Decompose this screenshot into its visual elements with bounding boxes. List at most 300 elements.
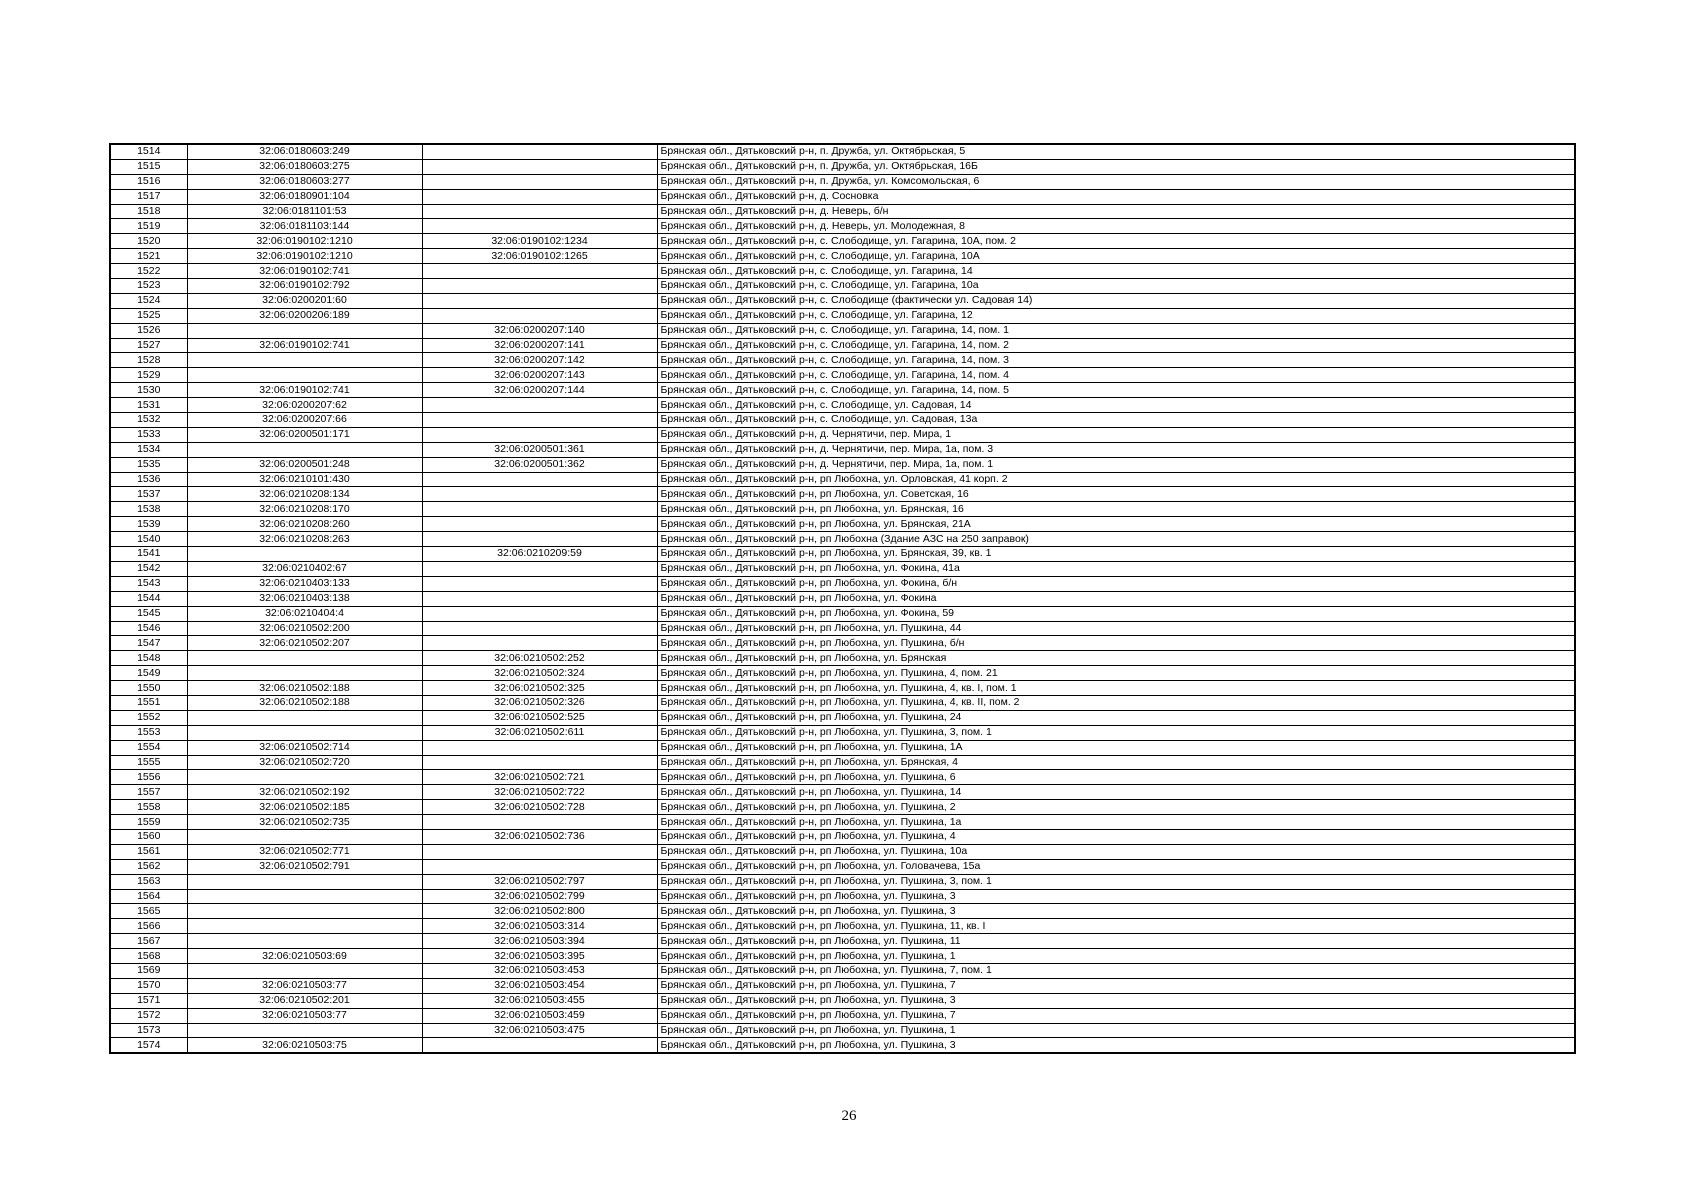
premises-cadastral-number-cell [422,561,657,576]
table-row [110,427,1575,442]
cadastral-number-cell [187,323,422,338]
table-row [110,993,1575,1008]
row-number-cell: 1554 [110,740,187,755]
premises-cadastral-number-cell: 32:06:0200501:362 [422,457,657,472]
cadastral-number-cell [187,368,422,383]
table-row [110,844,1575,859]
row-number-cell: 1562 [110,859,187,874]
cadastral-number-cell: 32:06:0210403:133 [187,576,422,591]
row-number-cell: 1515 [110,159,187,174]
address-cell: Брянская обл., Дятьковский р-н, рп Любохна, ул. Пушкина, 1 [657,949,1575,964]
cadastral-number-cell: 32:06:0210502:791 [187,859,422,874]
cadastral-number-cell: 32:06:0210502:207 [187,636,422,651]
address-cell: Брянская обл., Дятьковский р-н, с. Слободище, ул. Гагарина, 14 [657,264,1575,279]
cadastral-number-cell [187,710,422,725]
premises-cadastral-number-cell [422,427,657,442]
address-cell: Брянская обл., Дятьковский р-н, д. Неверь, ул. Молодежная, 8 [657,219,1575,234]
premises-cadastral-number-cell: 32:06:0210502:722 [422,785,657,800]
premises-cadastral-number-cell [422,279,657,294]
cadastral-number-cell [187,442,422,457]
table-row [110,755,1575,770]
address-cell: Брянская обл., Дятьковский р-н, д. Чернятичи, пер. Мира, 1а, пом. 1 [657,457,1575,472]
row-number-cell: 1533 [110,427,187,442]
address-cell: Брянская обл., Дятьковский р-н, с. Слободище, ул. Гагарина, 14, пом. 4 [657,368,1575,383]
premises-cadastral-number-cell [422,472,657,487]
row-number-cell: 1553 [110,725,187,740]
premises-cadastral-number-cell: 32:06:0210502:525 [422,710,657,725]
table-row [110,740,1575,755]
table-row [110,323,1575,338]
address-cell: Брянская обл., Дятьковский р-н, рп Любохна, ул. Пушкина, 4, кв. I, пом. 1 [657,681,1575,696]
premises-cadastral-number-cell: 32:06:0200207:141 [422,338,657,353]
table-row [110,874,1575,889]
cadastral-number-cell: 32:06:0210502:720 [187,755,422,770]
premises-cadastral-number-cell: 32:06:0200207:144 [422,383,657,398]
address-cell: Брянская обл., Дятьковский р-н, рп Любохна, ул. Пушкина, 1 [657,1023,1575,1038]
premises-cadastral-number-cell: 32:06:0200207:143 [422,368,657,383]
row-number-cell: 1563 [110,874,187,889]
row-number-cell: 1546 [110,621,187,636]
premises-cadastral-number-cell [422,308,657,323]
cadastral-number-cell [187,353,422,368]
page-number: 26 [841,1108,857,1124]
cadastral-number-cell: 32:06:0200207:66 [187,413,422,428]
premises-cadastral-number-cell: 32:06:0210502:799 [422,889,657,904]
row-number-cell: 1535 [110,457,187,472]
premises-cadastral-number-cell: 32:06:0210503:395 [422,949,657,964]
cadastral-number-cell: 32:06:0210208:260 [187,517,422,532]
premises-cadastral-number-cell [422,398,657,413]
row-number-cell: 1517 [110,189,187,204]
premises-cadastral-number-cell [422,532,657,547]
premises-cadastral-number-cell [422,606,657,621]
premises-cadastral-number-cell [422,144,657,159]
table-row [110,234,1575,249]
premises-cadastral-number-cell [422,502,657,517]
address-cell: Брянская обл., Дятьковский р-н, рп Любохна, ул. Пушкина, 6 [657,770,1575,785]
address-cell: Брянская обл., Дятьковский р-н, рп Любохна, ул. Пушкина, 11, кв. I [657,919,1575,934]
table-row [110,963,1575,978]
premises-cadastral-number-cell [422,293,657,308]
table-row [110,219,1575,234]
cadastral-number-cell: 32:06:0210503:77 [187,1008,422,1023]
address-cell: Брянская обл., Дятьковский р-н, п. Дружба, ул. Октябрьская, 16Б [657,159,1575,174]
premises-cadastral-number-cell: 32:06:0210503:314 [422,919,657,934]
cadastral-number-cell [187,666,422,681]
premises-cadastral-number-cell: 32:06:0210502:721 [422,770,657,785]
row-number-cell: 1545 [110,606,187,621]
address-cell: Брянская обл., Дятьковский р-н, рп Любохна (Здание АЗС на 250 заправок) [657,532,1575,547]
table-row [110,681,1575,696]
address-cell: Брянская обл., Дятьковский р-н, рп Любохна, ул. Пушкина, 3, пом. 1 [657,874,1575,889]
premises-cadastral-number-cell: 32:06:0210502:728 [422,800,657,815]
cadastral-number-cell: 32:06:0210502:735 [187,815,422,830]
cadastral-number-cell: 32:06:0210503:75 [187,1038,422,1053]
cadastral-number-cell: 32:06:0210502:771 [187,844,422,859]
premises-cadastral-number-cell: 32:06:0190102:1234 [422,234,657,249]
row-number-cell: 1530 [110,383,187,398]
row-number-cell: 1516 [110,174,187,189]
row-number-cell: 1549 [110,666,187,681]
address-cell: Брянская обл., Дятьковский р-н, с. Слободище (фактически ул. Садовая 14) [657,293,1575,308]
cadastral-number-cell [187,725,422,740]
row-number-cell: 1548 [110,651,187,666]
table-row [110,293,1575,308]
address-cell: Брянская обл., Дятьковский р-н, рп Любохна, ул. Брянская [657,651,1575,666]
table-row [110,368,1575,383]
table-row [110,800,1575,815]
cadastral-number-cell: 32:06:0190102:741 [187,264,422,279]
row-number-cell: 1528 [110,353,187,368]
premises-cadastral-number-cell: 32:06:0210503:459 [422,1008,657,1023]
address-cell: Брянская обл., Дятьковский р-н, рп Любохна, ул. Брянская, 39, кв. 1 [657,547,1575,562]
cadastral-number-cell: 32:06:0210404:4 [187,606,422,621]
premises-cadastral-number-cell: 32:06:0210503:475 [422,1023,657,1038]
row-number-cell: 1564 [110,889,187,904]
premises-cadastral-number-cell [422,264,657,279]
premises-cadastral-number-cell: 32:06:0210502:324 [422,666,657,681]
row-number-cell: 1519 [110,219,187,234]
address-cell: Брянская обл., Дятьковский р-н, рп Любохна, ул. Пушкина, 3 [657,889,1575,904]
table-row [110,561,1575,576]
address-cell: Брянская обл., Дятьковский р-н, рп Любохна, ул. Пушкина, 10а [657,844,1575,859]
premises-cadastral-number-cell: 32:06:0210503:453 [422,963,657,978]
cadastral-number-cell: 32:06:0210502:201 [187,993,422,1008]
table-row [110,1038,1575,1053]
cadastral-number-cell: 32:06:0190102:1210 [187,249,422,264]
row-number-cell: 1522 [110,264,187,279]
address-cell: Брянская обл., Дятьковский р-н, с. Слободище, ул. Гагарина, 14, пом. 5 [657,383,1575,398]
row-number-cell: 1572 [110,1008,187,1023]
cadastral-number-cell: 32:06:0190102:741 [187,383,422,398]
row-number-cell: 1537 [110,487,187,502]
address-cell: Брянская обл., Дятьковский р-н, рп Любохна, ул. Брянская, 4 [657,755,1575,770]
premises-cadastral-number-cell: 32:06:0210502:611 [422,725,657,740]
table-row [110,144,1575,159]
premises-cadastral-number-cell: 32:06:0210503:455 [422,993,657,1008]
cadastral-number-cell: 32:06:0210503:77 [187,978,422,993]
table-row [110,159,1575,174]
table-row [110,859,1575,874]
premises-cadastral-number-cell [422,487,657,502]
address-cell: Брянская обл., Дятьковский р-н, рп Любохна, ул. Пушкина, 11 [657,934,1575,949]
row-number-cell: 1573 [110,1023,187,1038]
row-number-cell: 1520 [110,234,187,249]
row-number-cell: 1558 [110,800,187,815]
address-cell: Брянская обл., Дятьковский р-н, рп Любохна, ул. Фокина, 59 [657,606,1575,621]
table-row [110,532,1575,547]
premises-cadastral-number-cell [422,636,657,651]
table-row [110,576,1575,591]
premises-cadastral-number-cell: 32:06:0210503:394 [422,934,657,949]
table-row [110,666,1575,681]
address-cell: Брянская обл., Дятьковский р-н, рп Любохна, ул. Пушкина, б/н [657,636,1575,651]
row-number-cell: 1529 [110,368,187,383]
address-cell: Брянская обл., Дятьковский р-н, с. Слободище, ул. Гагарина, 10А [657,249,1575,264]
row-number-cell: 1542 [110,561,187,576]
address-cell: Брянская обл., Дятьковский р-н, с. Слободище, ул. Гагарина, 14, пом. 2 [657,338,1575,353]
address-cell: Брянская обл., Дятьковский р-н, рп Любохна, ул. Пушкина, 2 [657,800,1575,815]
premises-cadastral-number-cell: 32:06:0200207:140 [422,323,657,338]
cadastral-number-cell: 32:06:0200206:189 [187,308,422,323]
premises-cadastral-number-cell: 32:06:0200501:361 [422,442,657,457]
table-row [110,502,1575,517]
table-row [110,934,1575,949]
row-number-cell: 1536 [110,472,187,487]
row-number-cell: 1543 [110,576,187,591]
row-number-cell: 1539 [110,517,187,532]
table-row [110,770,1575,785]
address-cell: Брянская обл., Дятьковский р-н, п. Дружба, ул. Комсомольская, 6 [657,174,1575,189]
address-cell: Брянская обл., Дятьковский р-н, рп Любохна, ул. Пушкина, 4, пом. 21 [657,666,1575,681]
table-row [110,919,1575,934]
table-row [110,517,1575,532]
cadastral-number-cell: 32:06:0210503:69 [187,949,422,964]
cadastral-number-cell: 32:06:0180603:275 [187,159,422,174]
cadastral-number-cell [187,934,422,949]
table-row [110,978,1575,993]
address-cell: Брянская обл., Дятьковский р-н, рп Любохна, ул. Советская, 16 [657,487,1575,502]
row-number-cell: 1574 [110,1038,187,1053]
table-row [110,264,1575,279]
premises-cadastral-number-cell [422,159,657,174]
address-cell: Брянская обл., Дятьковский р-н, рп Любохна, ул. Брянская, 16 [657,502,1575,517]
address-cell: Брянская обл., Дятьковский р-н, рп Любохна, ул. Орловская, 41 корп. 2 [657,472,1575,487]
cadastral-number-cell [187,1023,422,1038]
address-cell: Брянская обл., Дятьковский р-н, рп Любохна, ул. Пушкина, 7 [657,1008,1575,1023]
address-cell: Брянская обл., Дятьковский р-н, рп Любохна, ул. Пушкина, 4 [657,829,1575,844]
address-cell: Брянская обл., Дятьковский р-н, д. Чернятичи, пер. Мира, 1а, пом. 3 [657,442,1575,457]
cadastral-number-cell: 32:06:0210208:263 [187,532,422,547]
premises-cadastral-number-cell: 32:06:0210502:252 [422,651,657,666]
table-row [110,249,1575,264]
table-row [110,442,1575,457]
row-number-cell: 1527 [110,338,187,353]
row-number-cell: 1569 [110,963,187,978]
row-number-cell: 1518 [110,204,187,219]
cadastral-number-cell [187,919,422,934]
cadastral-number-cell [187,904,422,919]
address-cell: Брянская обл., Дятьковский р-н, с. Слободище, ул. Садовая, 13а [657,413,1575,428]
premises-cadastral-number-cell [422,621,657,636]
table-row [110,829,1575,844]
row-number-cell: 1534 [110,442,187,457]
address-cell: Брянская обл., Дятьковский р-н, рп Любохна, ул. Фокина [657,591,1575,606]
table-row [110,621,1575,636]
row-number-cell: 1556 [110,770,187,785]
cadastral-number-cell: 32:06:0200501:248 [187,457,422,472]
premises-cadastral-number-cell [422,815,657,830]
table-row [110,189,1575,204]
table-row [110,383,1575,398]
address-cell: Брянская обл., Дятьковский р-н, рп Любохна, ул. Головачева, 15а [657,859,1575,874]
table-row [110,174,1575,189]
premises-cadastral-number-cell: 32:06:0210502:326 [422,695,657,710]
row-number-cell: 1551 [110,695,187,710]
table-row [110,815,1575,830]
cadastral-number-cell: 32:06:0210502:200 [187,621,422,636]
row-number-cell: 1525 [110,308,187,323]
premises-cadastral-number-cell [422,413,657,428]
premises-cadastral-number-cell [422,219,657,234]
premises-cadastral-number-cell: 32:06:0200207:142 [422,353,657,368]
registry-table [109,143,1576,1054]
table-row [110,457,1575,472]
table-row [110,398,1575,413]
address-cell: Брянская обл., Дятьковский р-н, с. Слободище, ул. Гагарина, 10а [657,279,1575,294]
cadastral-number-cell [187,874,422,889]
address-cell: Брянская обл., Дятьковский р-н, с. Слободище, ул. Гагарина, 14, пом. 1 [657,323,1575,338]
row-number-cell: 1544 [110,591,187,606]
table-row [110,204,1575,219]
cadastral-number-cell: 32:06:0181101:53 [187,204,422,219]
address-cell: Брянская обл., Дятьковский р-н, д. Чернятичи, пер. Мира, 1 [657,427,1575,442]
cadastral-number-cell [187,651,422,666]
table-row [110,606,1575,621]
address-cell: Брянская обл., Дятьковский р-н, рп Любохна, ул. Пушкина, 1А [657,740,1575,755]
row-number-cell: 1538 [110,502,187,517]
address-cell: Брянская обл., Дятьковский р-н, рп Любохна, ул. Пушкина, 7 [657,978,1575,993]
table-row [110,353,1575,368]
table-row [110,710,1575,725]
address-cell: Брянская обл., Дятьковский р-н, рп Любохна, ул. Пушкина, 14 [657,785,1575,800]
table-row [110,472,1575,487]
table-row [110,338,1575,353]
row-number-cell: 1555 [110,755,187,770]
row-number-cell: 1571 [110,993,187,1008]
table-row [110,1023,1575,1038]
address-cell: Брянская обл., Дятьковский р-н, рп Любохна, ул. Пушкина, 3, пом. 1 [657,725,1575,740]
table-row [110,651,1575,666]
table-row [110,636,1575,651]
cadastral-number-cell: 32:06:0200207:62 [187,398,422,413]
row-number-cell: 1531 [110,398,187,413]
address-cell: Брянская обл., Дятьковский р-н, рп Любохна, ул. Пушкина, 1а [657,815,1575,830]
cadastral-number-cell: 32:06:0210502:714 [187,740,422,755]
premises-cadastral-number-cell: 32:06:0210502:736 [422,829,657,844]
cadastral-number-cell: 32:06:0190102:792 [187,279,422,294]
cadastral-number-cell: 32:06:0210502:188 [187,681,422,696]
table-row [110,949,1575,964]
table-row [110,785,1575,800]
address-cell: Брянская обл., Дятьковский р-н, рп Любохна, ул. Фокина, б/н [657,576,1575,591]
table-row [110,591,1575,606]
cadastral-number-cell: 32:06:0210208:134 [187,487,422,502]
premises-cadastral-number-cell [422,740,657,755]
cadastral-number-cell: 32:06:0210101:430 [187,472,422,487]
cadastral-number-cell: 32:06:0190102:1210 [187,234,422,249]
premises-cadastral-number-cell: 32:06:0210502:797 [422,874,657,889]
premises-cadastral-number-cell [422,517,657,532]
address-cell: Брянская обл., Дятьковский р-н, д. Неверь, б/н [657,204,1575,219]
cadastral-number-cell [187,889,422,904]
cadastral-number-cell: 32:06:0210502:185 [187,800,422,815]
row-number-cell: 1565 [110,904,187,919]
premises-cadastral-number-cell: 32:06:0210503:454 [422,978,657,993]
cadastral-number-cell: 32:06:0180603:277 [187,174,422,189]
cadastral-number-cell: 32:06:0210403:138 [187,591,422,606]
address-cell: Брянская обл., Дятьковский р-н, рп Любохна, ул. Пушкина, 3 [657,904,1575,919]
cadastral-number-cell: 32:06:0181103:144 [187,219,422,234]
cadastral-number-cell: 32:06:0200201:60 [187,293,422,308]
table-row [110,695,1575,710]
cadastral-number-cell: 32:06:0210502:188 [187,695,422,710]
premises-cadastral-number-cell [422,576,657,591]
premises-cadastral-number-cell: 32:06:0210502:325 [422,681,657,696]
premises-cadastral-number-cell [422,755,657,770]
row-number-cell: 1550 [110,681,187,696]
address-cell: Брянская обл., Дятьковский р-н, с. Слободище, ул. Гагарина, 10А, пом. 2 [657,234,1575,249]
premises-cadastral-number-cell [422,189,657,204]
row-number-cell: 1560 [110,829,187,844]
row-number-cell: 1557 [110,785,187,800]
cadastral-number-cell [187,963,422,978]
premises-cadastral-number-cell: 32:06:0210502:800 [422,904,657,919]
table-row [110,904,1575,919]
cadastral-number-cell [187,770,422,785]
address-cell: Брянская обл., Дятьковский р-н, рп Любохна, ул. Пушкина, 44 [657,621,1575,636]
row-number-cell: 1570 [110,978,187,993]
premises-cadastral-number-cell [422,859,657,874]
row-number-cell: 1524 [110,293,187,308]
row-number-cell: 1523 [110,279,187,294]
address-cell: Брянская обл., Дятьковский р-н, рп Любохна, ул. Пушкина, 4, кв. II, пом. 2 [657,695,1575,710]
row-number-cell: 1521 [110,249,187,264]
premises-cadastral-number-cell [422,1038,657,1053]
row-number-cell: 1561 [110,844,187,859]
row-number-cell: 1568 [110,949,187,964]
row-number-cell: 1566 [110,919,187,934]
row-number-cell: 1552 [110,710,187,725]
cadastral-number-cell: 32:06:0180603:249 [187,144,422,159]
address-cell: Брянская обл., Дятьковский р-н, д. Сосновка [657,189,1575,204]
address-cell: Брянская обл., Дятьковский р-н, рп Любохна, ул. Пушкина, 7, пом. 1 [657,963,1575,978]
cadastral-number-cell: 32:06:0210208:170 [187,502,422,517]
address-cell: Брянская обл., Дятьковский р-н, с. Слободище, ул. Садовая, 14 [657,398,1575,413]
address-cell: Брянская обл., Дятьковский р-н, п. Дружба, ул. Октябрьская, 5 [657,144,1575,159]
row-number-cell: 1567 [110,934,187,949]
row-number-cell: 1526 [110,323,187,338]
cadastral-number-cell [187,547,422,562]
premises-cadastral-number-cell [422,844,657,859]
address-cell: Брянская обл., Дятьковский р-н, рп Любохна, ул. Брянская, 21А [657,517,1575,532]
cadastral-number-cell [187,829,422,844]
row-number-cell: 1540 [110,532,187,547]
address-cell: Брянская обл., Дятьковский р-н, рп Любохна, ул. Фокина, 41а [657,561,1575,576]
premises-cadastral-number-cell [422,204,657,219]
address-cell: Брянская обл., Дятьковский р-н, с. Слободище, ул. Гагарина, 14, пом. 3 [657,353,1575,368]
cadastral-number-cell: 32:06:0210402:67 [187,561,422,576]
table-row [110,1008,1575,1023]
table-row [110,889,1575,904]
row-number-cell: 1532 [110,413,187,428]
table-row [110,413,1575,428]
row-number-cell: 1514 [110,144,187,159]
registry-table-body [110,144,1575,1053]
cadastral-number-cell: 32:06:0190102:741 [187,338,422,353]
table-row [110,279,1575,294]
premises-cadastral-number-cell [422,591,657,606]
cadastral-number-cell: 32:06:0180901:104 [187,189,422,204]
premises-cadastral-number-cell: 32:06:0210209:59 [422,547,657,562]
table-row [110,487,1575,502]
premises-cadastral-number-cell: 32:06:0190102:1265 [422,249,657,264]
row-number-cell: 1541 [110,547,187,562]
row-number-cell: 1559 [110,815,187,830]
address-cell: Брянская обл., Дятьковский р-н, с. Слободище, ул. Гагарина, 12 [657,308,1575,323]
cadastral-number-cell: 32:06:0210502:192 [187,785,422,800]
premises-cadastral-number-cell [422,174,657,189]
